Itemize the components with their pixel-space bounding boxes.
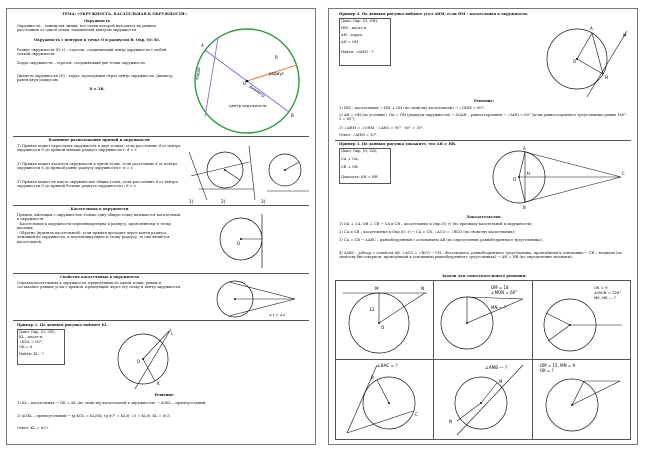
ex2-given-0: Дано: Окр. (O; OH); [341,19,379,23]
task-1-label-m: M [375,286,379,291]
task-3-given-2: ∠MON = 120° [594,290,622,295]
task-2-given-1: OM = 18 [491,285,509,290]
circle-parts-figure [187,23,307,141]
svg-text:L: L [171,331,174,336]
task-3-figure [536,283,628,357]
svg-text:C: C [622,171,625,176]
task-1-value: 12 [369,308,375,313]
fig2-label-1: 1) [189,199,194,204]
ex2-solution-1: 1) HM – касательная → HM ⊥ OH (по свойству касательной) → ∠OHM = 90°; [339,106,485,110]
task-3-given-1: OK = 9 [594,285,608,290]
tangent-figure [207,212,287,270]
task-1-figure [341,283,429,357]
diameter-definition: Диаметр окружности (D) – хорда, проходящая через центр окружности. Диаметр равен двум радиусам: [17,74,173,83]
case-no-points: 3) Прямая может не иметь окружностью общих точек, если расстояние d от центра окружности О до прямой больше радиуса окружности r: d > r. [17,180,178,189]
ex3-proof-heading: Доказательство: [466,215,502,219]
fig1-label-chord: хорда [194,66,202,81]
task-4-label-c: C [415,412,418,417]
svg-text:O: O [573,59,577,64]
example-2-heading: Пример 2. По данным рисунка найдите угол AHM, если HM – касательная к окружности. [339,12,529,16]
task-2-given-2: ∠MON = 60° [491,290,518,295]
ex3-given-1: CA ⊥ OA; [341,157,359,161]
grid-divider [433,280,434,440]
chord-definition: Хорда окружности – отрезок, соединяющий две точки окружности. [17,61,146,65]
ex2-given-3: AH = OH. [341,40,360,44]
ex2-solution-heading: Решение: [473,99,495,103]
ex1-answer: Ответ: KL = 6√3. [17,426,49,430]
case-two-points: 1) Прямая может пересекать окружность в двух точках, если расстояние d от центра окружности О до прямой меньше радиуса окружности r: d < r. [17,144,181,153]
ex1-given-3: OK = 6. [19,345,34,349]
task-2-figure [437,283,529,357]
task-5-question: ∠AMB — ? [485,365,508,370]
svg-text:O: O [513,177,517,182]
tangent-criterion: - Обратно (признак касательной): если прямая проходит через конец радиуса, лежащий на окружности, и перпендикулярна к этому радиусу, то она является касательной. [17,231,170,244]
fig2-label-2: 2) [221,199,226,204]
ex1-solution-2: 2) ΔOKL – прямоугольный → tg KOL = KL/OK; tg 60° = KL/6; √3 = KL/6; KL = 6√3. [17,414,171,418]
svg-text:B: B [523,205,526,210]
svg-text:A: A [523,146,526,151]
task-1-label-n: N [421,286,425,291]
ex3-given-2: CB ⊥ OB. [341,165,359,169]
fig1-label-a: A [201,43,204,48]
ex3-given-0: Дано: Окр. (O; OA); [341,149,378,153]
grid-divider [532,280,533,440]
task-4-figure [341,361,429,437]
divider [13,320,309,321]
fig1-label-b: B [291,113,294,118]
tangent-segments-text: Отрезки касательных к окружности, проведённых из одной точки, равны и составляют равные углы с прямой, проходящей через эту точку и центр окружности. [17,281,182,290]
two-tangents-figure [195,276,305,324]
tangent-definition: Прямая, имеющая с окружностью только одну общую точку называется касательной к окружности. [17,213,181,222]
svg-text:K: K [157,381,160,386]
svg-text:O: O [237,241,241,246]
svg-text:H: H [527,171,531,176]
example-1-figure [107,327,182,389]
example-1-heading: Пример 1. По данным рисунка найдите KL. [17,323,109,327]
ex3-prove: Доказать: AH = HB [341,175,378,179]
ex1-given-1: KL – касат-я; [19,335,44,339]
ex1-find: Найти: KL - ? [19,352,44,356]
ex2-given-1: HM – касат-я; [341,26,368,30]
circle-notation: Окружность с центром в точке О и радиусом R: Окр. (O; R). [33,38,161,42]
circle-definition: Окружность – замкнутая линия, все точки которой находятся на равном расстоянии от одной точки, называемой центром окружности. [17,24,157,33]
divider [13,136,309,137]
divider [335,140,631,141]
divider [13,273,309,274]
example-3-heading: Пример 3. По данным рисунка докажите, что AH = HB. [339,142,457,146]
diameter-formula: D = 2R. [89,87,105,91]
task-5-label-n: N [449,419,452,424]
radius-definition: Радиус окружности (R, r) – отрезок, соединяющий центр окружности с любой точкой окружности. [17,48,167,57]
task-6-figure [536,361,628,437]
task-6-given: OM = 15, MN = 9 [540,363,576,368]
fig1-label-diameter: диаметр [248,83,267,99]
ex3-proof-3: 3) CA = CB → ΔABC – равнобедренный с основанием AB (по определению равнобедренного треугольника); [339,238,543,242]
fig1-label-radius: радиус [269,71,284,76]
fig1-label-r: R [275,55,278,60]
ex1-given-0: Дано: Окр. (O; OK); [19,330,56,334]
divider [13,205,309,206]
svg-text:O: O [137,359,141,364]
ex3-proof-4: 4) ΔABC – р/бедр. с основ-ем AB, ∠ACO = ∠BCO → CH – биссектриса, равнобедренного треугольника, проведённая к основанию → CH – медиана (по свойству биссектрисы, проведённой к основанию равнобедренного треугольника) → AH = HB (по определению медианы). [339,251,623,260]
task-1-label-o: O [381,325,385,330]
ex3-proof-1: 1) OA ⊥ CA, OB ⊥ CB → CA и CB – касательные к Окр.(O; r) (по признаку касательной к окружности); [339,222,533,226]
example-2-figure [529,17,629,97]
ex1-solution-1: 1) KL – касательная → OK ⊥ KL (по свойству касательной к окружности) → ΔOKL – прямоугольный; [17,401,207,405]
tangent-property: - Касательная к окружности перпендикулярна к радиусу, проведённому в точку касания. [17,222,171,231]
self-study-heading: Задачи для самостоятельного решения: [441,274,527,278]
section-circle-heading: Окружность [83,19,111,23]
tangent-properties-heading: Свойства касательных к окружности [60,275,139,279]
svg-text:H: H [605,75,609,80]
line-positions-figure [187,142,312,204]
grid-divider [335,359,631,360]
ex2-solution-3: 3) ∠AHM = ∠OHM - ∠AHO = 90° - 60° = 30°. [339,126,424,130]
tangent-heading: Касательная к окружности [70,207,129,211]
ex2-find: Найти: ∠AHM - ? [341,50,374,54]
ex1-given-2: ∠KOL = 60°; [19,340,43,344]
example-3-figure [479,145,629,215]
worksheet-page-2 [328,8,638,445]
ex2-given-2: AH – хорда; [341,33,363,37]
task-5-figure [437,361,529,437]
task-3-question: MK, NK — ? [594,295,616,300]
svg-text:M: M [623,33,627,38]
fig1-label-o: O [243,81,247,86]
fig4-label: ∠1 = ∠2 [269,313,286,317]
svg-text:A: A [590,26,593,31]
task-6-question: OK = ? [540,368,554,373]
ex1-solution-heading: Решение: [154,393,175,397]
page-title: ТЕМА: «ОКРУЖНОСТЬ. КАСАТЕЛЬНАЯ К ОКРУЖНОСТИ» [62,12,187,16]
worksheet-page-1 [6,8,316,445]
ex2-solution-2: 2) AH = OH (по условию), OA = OH (радиусы окружности) → ΔOAH – равносторонний → ∠AHO = 60° (углы равностороннего треугольника равны 180° : 3 = 60°); [339,113,629,122]
task-5-label-m: M [499,379,503,384]
line-circle-position-heading: Взаимное расположение прямой и окружности: [48,138,151,142]
ex3-proof-2: 2) CA и CB – касательные к Окр.(O; r) → CA = CB, ∠ACO = ∠BCO (по свойству касательных); [339,230,516,234]
fig1-label-center: центр окружности [229,103,267,108]
task-4-label-b: B [371,375,374,380]
fig2-label-3: 3) [261,199,266,204]
task-4-question: ∠BAC = ? [377,363,398,368]
case-one-point: 2) Прямая может касаться окружности в одной точке, если расстояние d от центра окружности О до прямой равно радиусу окружности r: d = r. [17,162,178,171]
task-2-question: MN — ? [491,305,507,310]
ex2-answer: Ответ: ∠AHM = 30°. [339,133,378,137]
